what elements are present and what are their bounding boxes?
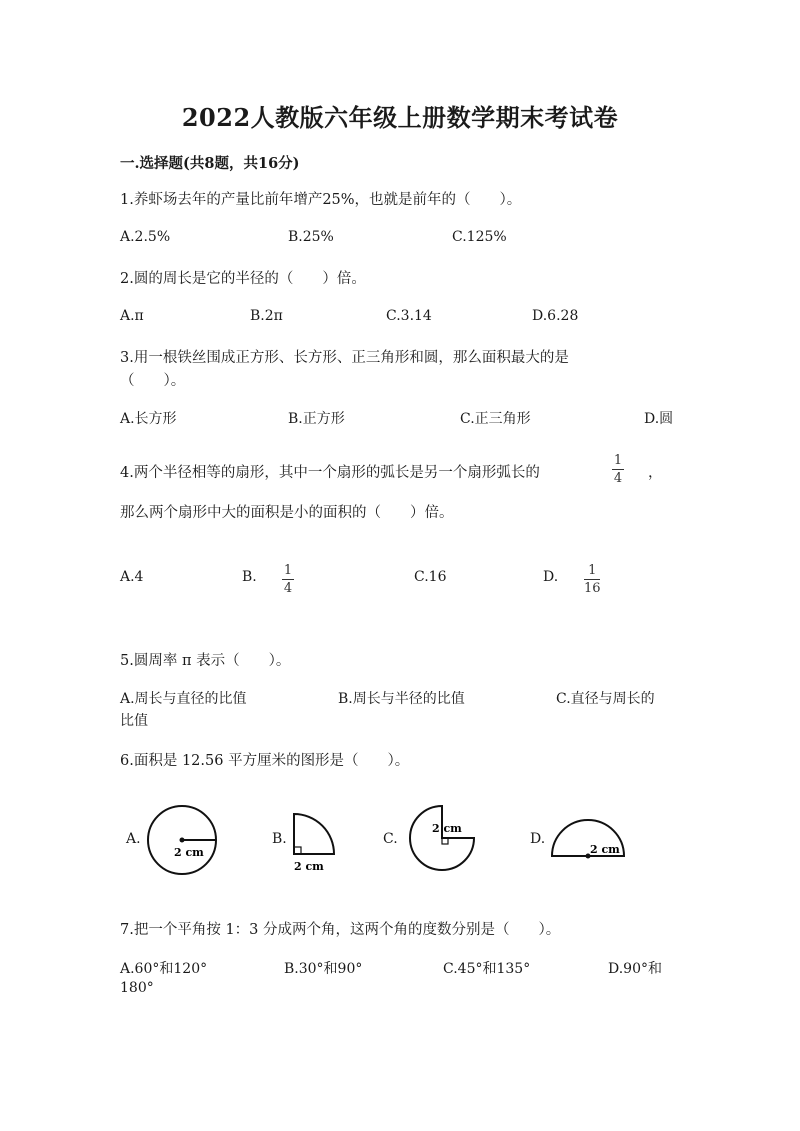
section-heading: 一.选择题(共8题，共16分) xyxy=(120,155,300,172)
q1-option-a: A.2.5% xyxy=(120,229,171,245)
question-3-line1: 3.用一根铁丝围成正方形、长方形、正三角形和圆，那么面积最大的是 xyxy=(120,350,569,366)
q4-fraction xyxy=(612,454,624,485)
q4-option-c: C.16 xyxy=(414,569,447,585)
q3-option-c: C.正三角形 xyxy=(460,411,531,427)
q4-option-a: A.4 xyxy=(120,569,144,585)
q7-option-c: C.45°和135° xyxy=(443,961,531,977)
q5-option-a: A.周长与直径的比值 xyxy=(120,691,247,707)
q4-fraction-numerator: 1 xyxy=(613,453,623,468)
q6-figure-b-quarter-circle xyxy=(286,810,346,872)
dimension-label: 2 cm xyxy=(174,846,204,859)
q4-option-b: B. xyxy=(242,569,257,585)
q4-option-d-denominator: 16 xyxy=(584,581,601,596)
question-3-line2: （ ）。 xyxy=(120,373,186,389)
q6-figure-d-semicircle xyxy=(548,814,628,860)
q7-option-b: B.30°和90° xyxy=(284,961,363,977)
q4-fraction-denominator: 4 xyxy=(613,471,623,486)
question-4-line2: 那么两个扇形中大的面积是小的面积的（ ）倍。 xyxy=(120,505,454,521)
q4-option-d-numerator: 1 xyxy=(588,563,597,578)
q4-comma: ， xyxy=(648,465,663,481)
question-2: 2.圆的周长是它的半径的（ ）倍。 xyxy=(120,271,366,287)
q4-option-d: D. xyxy=(543,569,559,585)
q5-option-c-wrap: 比值 xyxy=(120,713,148,729)
q2-option-b: B.2π xyxy=(250,308,283,324)
q2-option-d: D.6.28 xyxy=(532,308,579,324)
q2-option-a: A.π xyxy=(120,308,144,324)
fraction-bar xyxy=(282,579,294,580)
q7-option-d-wrap: 180° xyxy=(120,980,154,996)
question-4-line1: 4.两个半径相等的扇形，其中一个扇形的弧长是另一个扇形弧长的 xyxy=(120,465,540,481)
q1-option-c: C.125% xyxy=(452,229,507,245)
q3-option-d: D.圆 xyxy=(644,411,674,427)
dimension-label: 2 cm xyxy=(590,843,620,856)
fraction-bar xyxy=(612,469,624,470)
q5-option-c: C.直径与周长的 xyxy=(556,691,655,707)
q5-option-b: B.周长与半径的比值 xyxy=(338,691,465,707)
q6-option-b-label: B. xyxy=(272,831,287,847)
q3-option-b: B.正方形 xyxy=(288,411,345,427)
q4-option-b-denominator: 4 xyxy=(283,581,293,596)
q1-option-b: B.25% xyxy=(288,229,334,245)
q4-option-b-numerator: 1 xyxy=(283,563,293,578)
q6-option-d-label: D. xyxy=(530,831,546,847)
question-5: 5.圆周率 π 表示（ ）。 xyxy=(120,653,291,669)
q6-option-a-label: A. xyxy=(126,831,141,847)
page-title: 2022人教版六年级上册数学期末考试卷 xyxy=(181,103,619,132)
fraction-bar xyxy=(584,579,600,580)
q4-option-d-fraction xyxy=(584,564,601,595)
question-7: 7.把一个平角按 1：3 分成两个角，这两个角的度数分别是（ ）。 xyxy=(120,922,561,938)
q6-figure-c-three-quarter-circle xyxy=(402,802,482,878)
q3-option-a: A.长方形 xyxy=(120,411,177,427)
q6-figure-a-circle xyxy=(144,804,224,876)
dimension-label: 2 cm xyxy=(294,860,324,872)
dimension-label: 2 cm xyxy=(432,822,462,835)
q7-option-d: D.90°和 xyxy=(608,961,662,977)
q7-option-a: A.60°和120° xyxy=(120,961,208,977)
q6-option-c-label: C. xyxy=(383,831,398,847)
question-1: 1.养虾场去年的产量比前年增产25%，也就是前年的（ ）。 xyxy=(120,192,522,208)
q4-option-b-fraction xyxy=(282,564,294,595)
question-6: 6.面积是 12.56 平方厘米的图形是（ ）。 xyxy=(120,753,410,769)
q2-option-c: C.3.14 xyxy=(386,308,432,324)
